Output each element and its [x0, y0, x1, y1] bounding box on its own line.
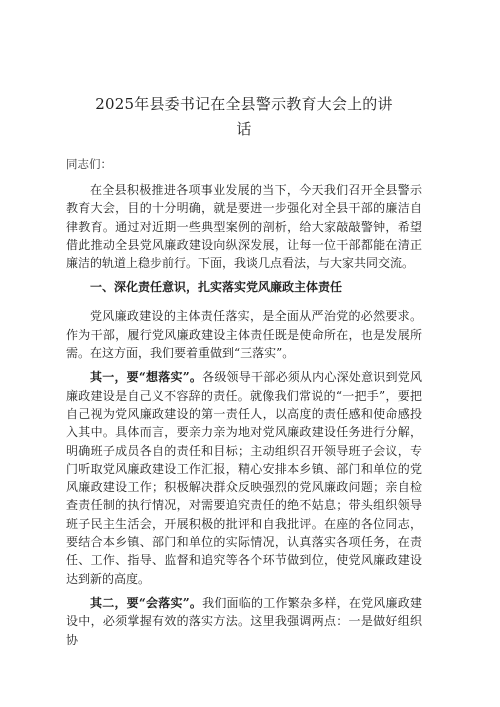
point-1-paragraph — [66, 368, 422, 588]
section-1-paragraph: 党风廉政建设的主体责任落实，是全面从严治党的必然要求。作为干部，履行党风廉政建设主体责任既是使命所在，也是发展所需。在这方面，我们要着重做到“三落实”。 — [66, 309, 422, 361]
document-title — [66, 92, 422, 142]
point-2-text: 我们面临的工作繁杂多样，在党风廉政建设中，必须掌握有效的落实方法。这里我强调两点：一是做好组织协 — [66, 595, 422, 647]
title-line-1: 2025年县委书记在全县警示教育大会上的讲 — [95, 95, 393, 113]
intro-paragraph: 在全县积极推进各项事业发展的当下，今天我们召开全县警示教育大会，目的十分明确，就是要进一步强化对全县干部的廉洁自律教育。通过对近期一些典型案例的剖析，给大家敲敲警钟，希望借此推动全县党风廉政建设向纵深发展，让每一位干部都能在清正廉洁的轨道上稳步前行。下面，我谈几点看法，与大家共同交流。 — [66, 183, 422, 271]
title-line-2: 话 — [236, 120, 252, 138]
point-1-lead: 其一，要“想落实”。 — [90, 370, 203, 385]
point-2-paragraph — [66, 594, 422, 649]
point-2-lead: 其二，要“会落实”。 — [90, 595, 203, 610]
salutation: 同志们： — [66, 157, 112, 171]
section-1-heading: 一、深化责任意识，扎实落实党风廉政主体责任 — [90, 280, 343, 295]
point-1-text: 各级领导干部必须从内心深处意识到党风廉政建设是自己义不容辞的责任。就像我们常说的“一把手”，要把自己视为党风廉政建设的第一责任人，以高度的责任感和使命感投入其中。具体而言，要亲力亲为地对党风廉政建设任务进行分解，明确班子成员各自的责任和目标；主动组织召开领导班子会议，专门听取党风廉政建设工作汇报，精心安排本乡镇、部门和单位的党风廉政建设工作；积极解决群众反映强烈的党风廉政问题；亲自检查责任制的执行情况，对需要追究责任的绝不姑息；带头组织领导班子民主生活会，开展积极的批评和自我批评。在座的各位同志，要结合本乡镇、部门和单位的实际情况，认真落实各项任务，在责任、工作、指导、监督和追究等各个环节做到位，使党风廉政建设达到新的高度。 — [66, 370, 422, 586]
